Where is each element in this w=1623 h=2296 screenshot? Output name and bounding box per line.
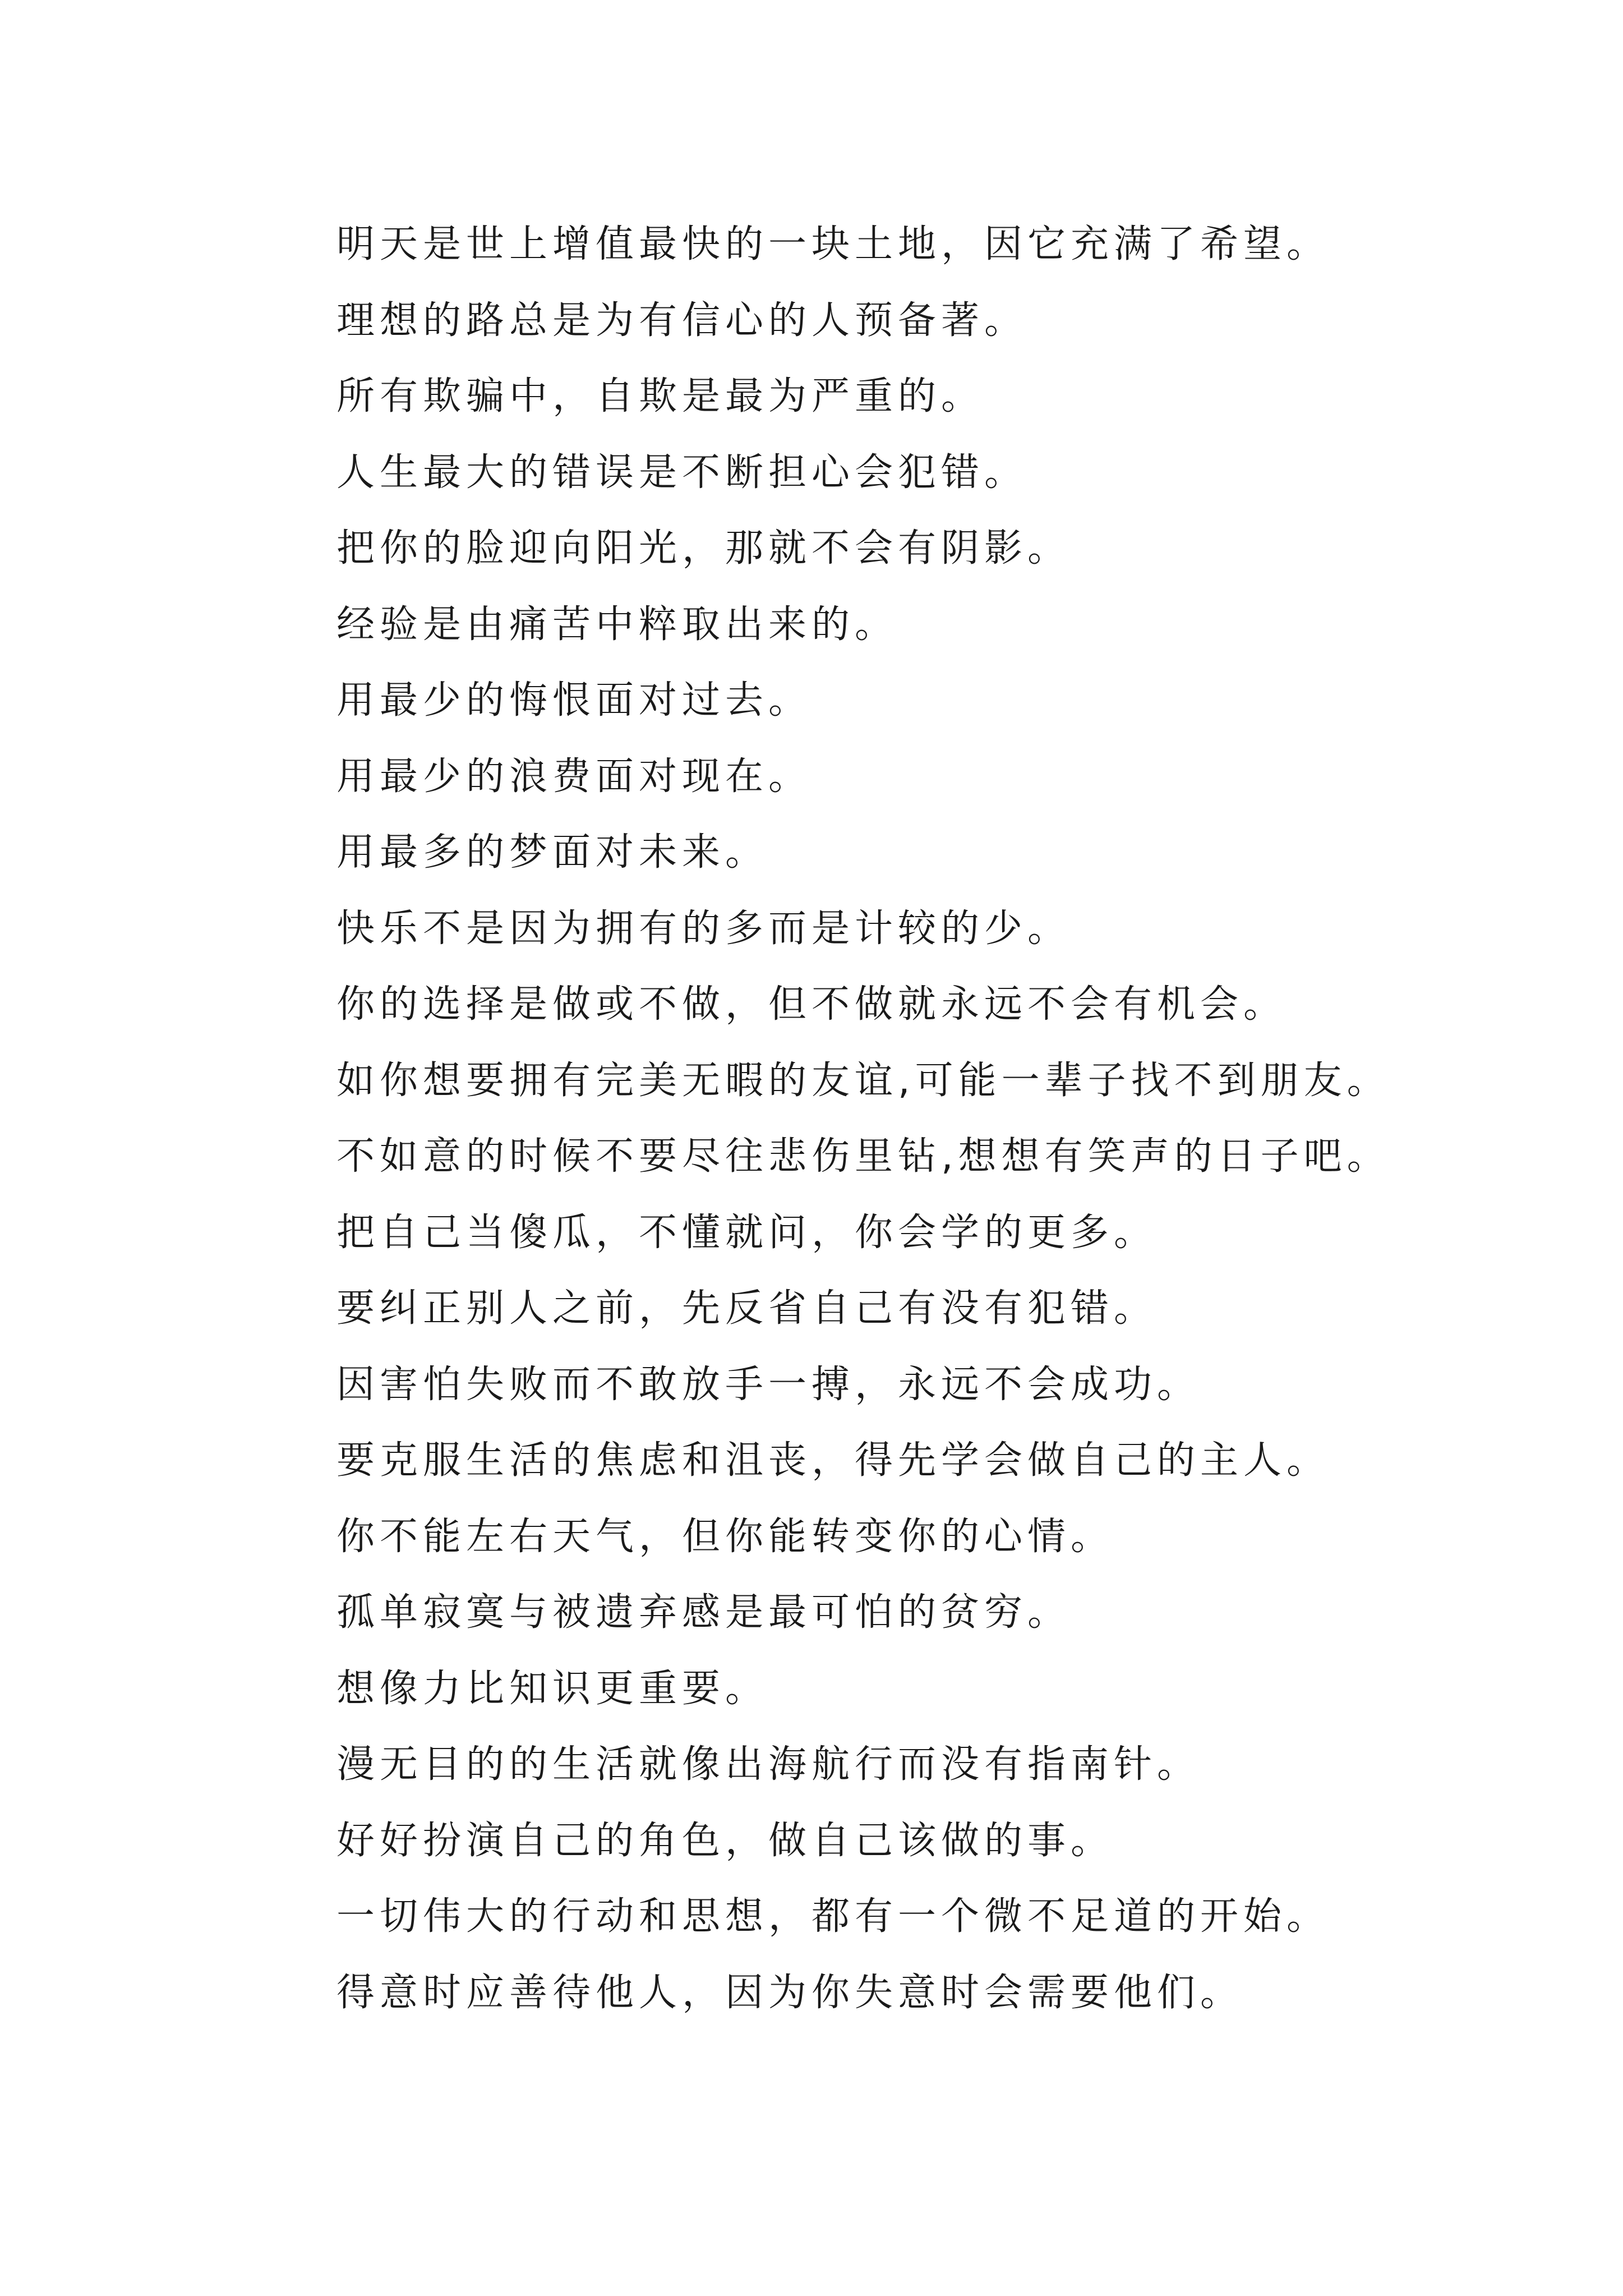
quote-line: 不如意的时候不要尽往悲伤里钻,想想有笑声的日子吧。 [336, 1134, 1390, 1179]
quote-line: 因害怕失败而不敢放手一搏，永远不会成功。 [336, 1362, 1201, 1407]
quote-line: 理想的路总是为有信心的人预备著。 [336, 298, 1028, 343]
quote-line: 要克服生活的焦虑和沮丧，得先学会做自己的主人。 [336, 1438, 1330, 1483]
quote-line: 明天是世上增值最快的一块土地，因它充满了希望。 [336, 222, 1330, 266]
quote-line: 漫无目的的生活就像出海航行而没有指南针。 [336, 1742, 1201, 1787]
quote-line: 快乐不是因为拥有的多而是计较的少。 [336, 906, 1071, 951]
quote-line: 要纠正别人之前，先反省自己有没有犯错。 [336, 1286, 1158, 1331]
quote-line: 经验是由痛苦中粹取出来的。 [336, 602, 898, 647]
quote-line: 你的选择是做或不做，但不做就永远不会有机会。 [336, 982, 1287, 1027]
quote-line: 得意时应善待他人，因为你失意时会需要他们。 [336, 1970, 1244, 2015]
quote-line: 所有欺骗中，自欺是最为严重的。 [336, 374, 985, 418]
quote-line: 想像力比知识更重要。 [336, 1666, 769, 1711]
quote-line: 把你的脸迎向阳光，那就不会有阴影。 [336, 526, 1071, 570]
quote-line: 把自己当傻瓜，不懂就问，你会学的更多。 [336, 1210, 1158, 1255]
quote-line: 人生最大的错误是不断担心会犯错。 [336, 450, 1028, 495]
quote-line: 一切伟大的行动和思想，都有一个微不足道的开始。 [336, 1894, 1330, 1939]
quote-line: 如你想要拥有完美无暇的友谊,可能一辈子找不到朋友。 [336, 1058, 1390, 1103]
quote-line: 用最多的梦面对未来。 [336, 830, 769, 875]
quote-line: 孤单寂寞与被遗弃感是最可怕的贫穷。 [336, 1590, 1071, 1635]
quote-line: 好好扮演自己的角色，做自己该做的事。 [336, 1818, 1114, 1863]
quote-list [336, 206, 1514, 2031]
quote-line: 你不能左右天气，但你能转变你的心情。 [336, 1514, 1114, 1559]
quote-line: 用最少的浪费面对现在。 [336, 754, 812, 799]
quote-line: 用最少的悔恨面对过去。 [336, 678, 812, 723]
